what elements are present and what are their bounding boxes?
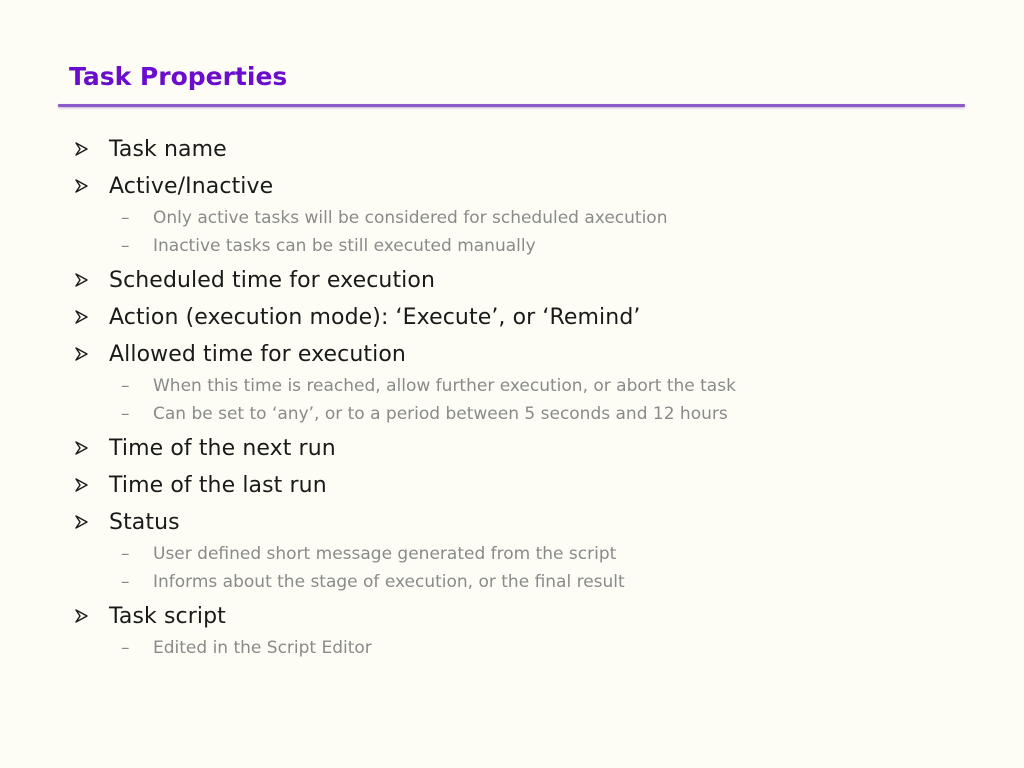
dash-marker: – bbox=[121, 208, 130, 228]
bullet-item bbox=[74, 170, 273, 202]
arrow-bullet-icon bbox=[74, 178, 90, 194]
dash-marker: – bbox=[121, 404, 130, 424]
bullet-item bbox=[74, 301, 640, 333]
sub-bullet-text: When this time is reached, allow further execution, or abort the task bbox=[153, 376, 736, 396]
sub-bullet-text: Can be set to ‘any’, or to a period between 5 seconds and 12 hours bbox=[153, 404, 728, 424]
sub-bullet-text: Inactive tasks can be still executed manually bbox=[153, 236, 536, 256]
dash-marker: – bbox=[121, 572, 130, 592]
arrow-bullet-icon bbox=[74, 309, 90, 325]
bullet-text: Status bbox=[109, 509, 180, 535]
arrow-bullet-icon bbox=[74, 346, 90, 362]
bullet-text: Scheduled time for execution bbox=[109, 267, 435, 293]
arrow-bullet-icon bbox=[74, 141, 90, 157]
dash-marker: – bbox=[121, 544, 130, 564]
slide-title: Task Properties bbox=[69, 62, 288, 91]
sub-bullet-item bbox=[121, 636, 372, 660]
bullet-text: Time of the last run bbox=[109, 472, 327, 498]
bullet-item bbox=[74, 432, 336, 464]
bullet-text: Allowed time for execution bbox=[109, 341, 406, 367]
sub-bullet-item bbox=[121, 206, 667, 230]
bullet-item bbox=[74, 264, 435, 296]
arrow-bullet-icon bbox=[74, 440, 90, 456]
arrow-bullet-icon bbox=[74, 272, 90, 288]
arrow-bullet-icon bbox=[74, 477, 90, 493]
sub-bullet-text: Only active tasks will be considered for scheduled axecution bbox=[153, 208, 668, 228]
bullet-text: Active/Inactive bbox=[109, 173, 274, 199]
bullet-item bbox=[74, 600, 226, 632]
sub-bullet-item bbox=[121, 542, 616, 566]
dash-marker: – bbox=[121, 376, 130, 396]
arrow-bullet-icon bbox=[74, 514, 90, 530]
bullet-item bbox=[74, 133, 227, 165]
bullet-text: Time of the next run bbox=[109, 435, 336, 461]
sub-bullet-text: User defined short message generated from the script bbox=[153, 544, 617, 564]
dash-marker: – bbox=[121, 638, 130, 658]
arrow-bullet-icon bbox=[74, 608, 90, 624]
sub-bullet-text: Informs about the stage of execution, or the final result bbox=[153, 572, 625, 592]
bullet-item bbox=[74, 506, 180, 538]
sub-bullet-item bbox=[121, 374, 736, 398]
bullet-item bbox=[74, 469, 327, 501]
bullet-text: Task name bbox=[109, 136, 227, 162]
sub-bullet-text: Edited in the Script Editor bbox=[153, 638, 372, 658]
bullet-item bbox=[74, 338, 406, 370]
sub-bullet-item bbox=[121, 402, 728, 426]
sub-bullet-item bbox=[121, 570, 625, 594]
bullet-text: Action (execution mode): ‘Execute’, or ‘Remind’ bbox=[109, 304, 641, 330]
sub-bullet-item bbox=[121, 234, 536, 258]
bullet-text: Task script bbox=[109, 603, 226, 629]
dash-marker: – bbox=[121, 236, 130, 256]
